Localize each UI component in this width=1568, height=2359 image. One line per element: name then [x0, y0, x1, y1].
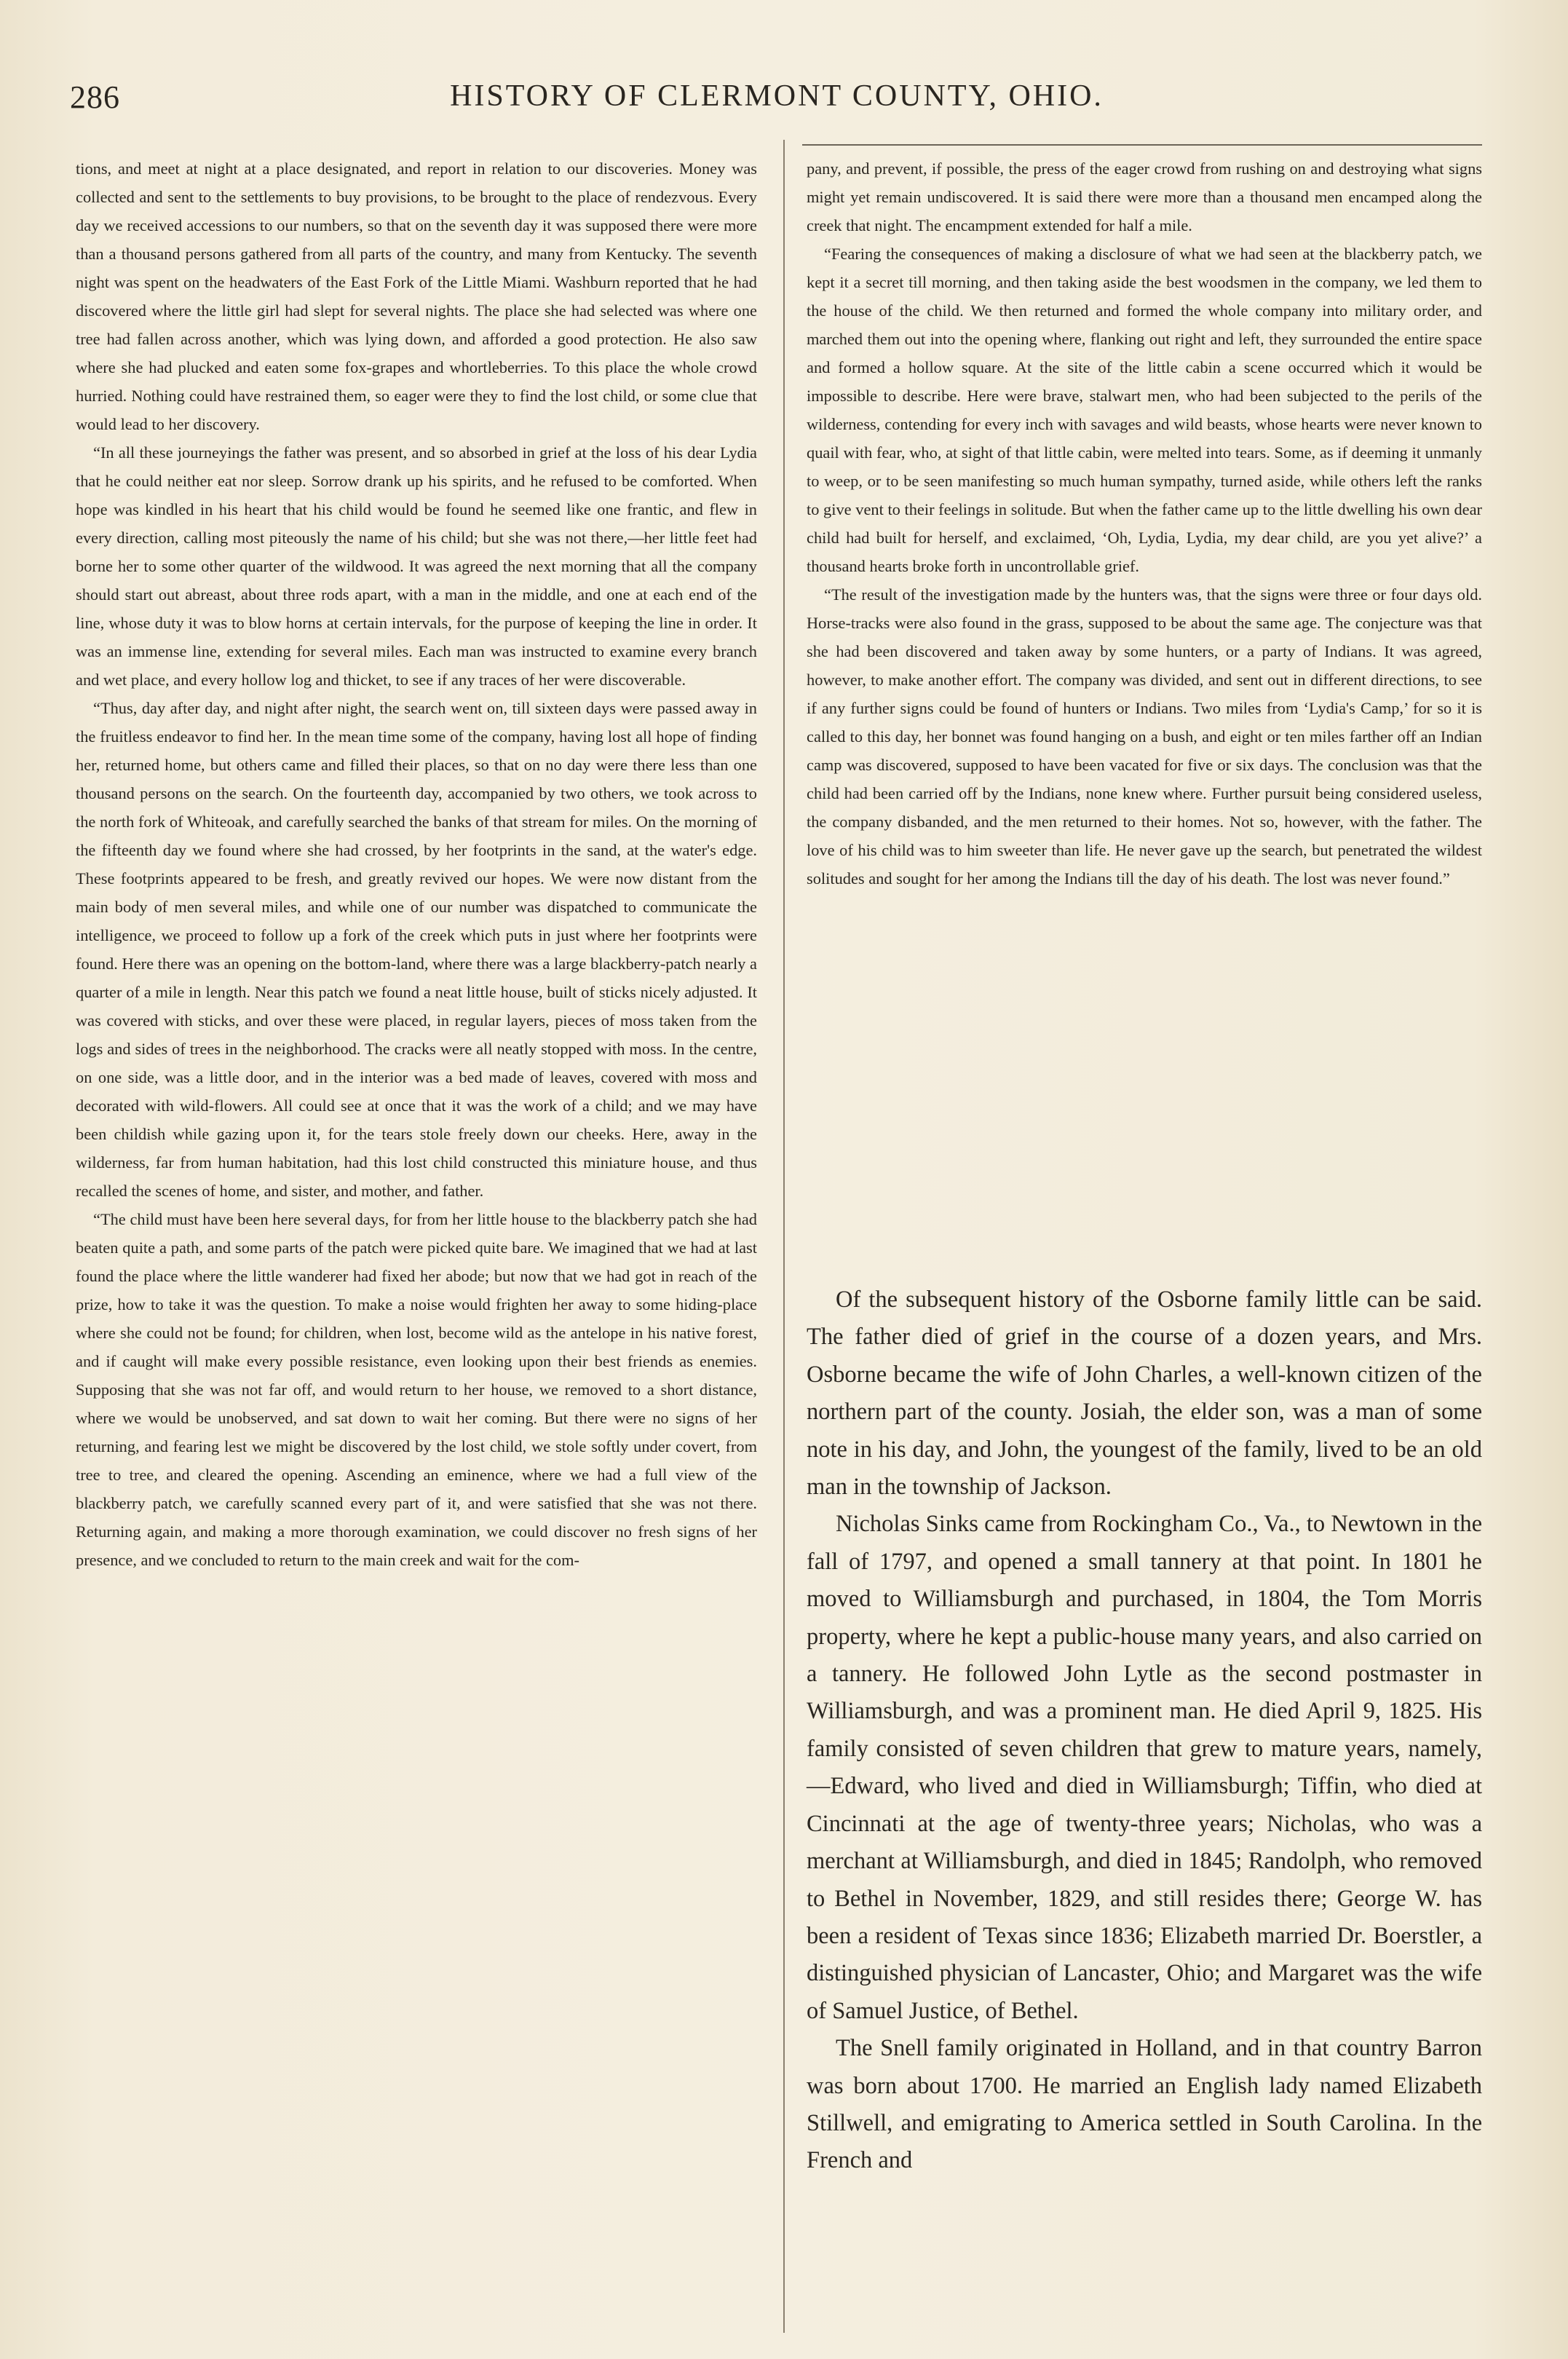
paragraph: The Snell family originated in Holland, and in that country Barron was born about 1700. He married an English lady named Elizabeth Stillwell, and emigrating to America settled in South Carolina. In the French and [807, 2035, 1482, 2174]
paragraph: “Thus, day after day, and night after night, the search went on, till sixteen days were passed away in the fruitless endeavor to find her. In the mean time some of the company, having lost all hope of finding her, returned home, but others came and filled their places, so that on no day were there less than one thousand persons on the search. On the fourteenth day, accompanied by two others, we took across to the north fork of Whiteoak, and carefully searched the banks of that stream for miles. On the morning of the fifteenth day we found where she had crossed, by her footprints in the sand, at the water's edge. These footprints appeared to be fresh, and greatly revived our hopes. We were now distant from the main body of men several miles, and while one of our number was dispatched to communicate the intelligence, we proceed to follow up a fork of the creek which puts in just where her footprints were found. Here there was an opening on the bottom-land, where there was a large blackberry-patch nearly a quarter of a mile in length. Near this patch we found a neat little house, built of sticks nicely adjusted. It was covered with sticks, and over these were placed, in regular layers, pieces of moss taken from the logs and sides of trees in the neighborhood. The cracks were all neatly stopped with moss. In the centre, on one side, was a little door, and in the interior was a bed made of leaves, covered with moss and decorated with wild-flowers. All could see at once that it was the work of a child; and we may have been childish while gazing upon it, for the tears stole freely down our cheeks. Here, away in the wilderness, far from human habitation, had this lost child constructed this miniature house, and thus recalled the scenes of home, and sister, and mother, and father. [76, 699, 757, 1200]
left-column [76, 154, 757, 1574]
paragraph: “The child must have been here several days, for from her little house to the blackberry patch she had beaten quite a path, and some parts of the patch were picked quite bare. We imagined that we had at last found the place where the little wanderer had fixed her abode; but now that we had got in reach of the prize, how to take it was the question. To make a noise would frighten her away to some hiding-place where she could not be found; for children, when lost, become wild as the antelope in his native forest, and if caught will make every possible resistance, even looking upon their best friends as enemies. Supposing that she was not far off, and would return to her house, we removed to a short distance, where we would be unobserved, and sat down to wait her coming. But there were no signs of her returning, and fearing lest we might be discovered by the lost child, we stole softly under covert, from tree to tree, and cleared the opening. Ascending an eminence, where we had a full view of the blackberry patch, we carefully scanned every part of it, and were satisfied that she was not there. Returning again, and making a more thorough examination, we could discover no fresh signs of her presence, and we concluded to return to the main creek and wait for the com- [76, 1210, 757, 1569]
paragraph: “In all these journeyings the father was present, and so absorbed in grief at the loss of his dear Lydia that he could neither eat nor sleep. Sorrow drank up his spirits, and he refused to be comforted. When hope was kindled in his heart that his child would be found he seemed like one frantic, and flew in every direction, calling most piteously the name of his child; but she was not there,—her little feet had borne her to some other quarter of the wildwood. It was agreed the next morning that all the company should start out abreast, about three rods apart, with a man in the middle, and one at each end of the line, whose duty it was to blow horns at certain intervals, for the purpose of keeping the line in order. It was an immense line, extending for several miles. Each man was instructed to examine every branch and wet place, and every hollow log and thicket, to see if any traces of her were discoverable. [76, 443, 757, 689]
paragraph: “Fearing the consequences of making a disclosure of what we had seen at the blackberry patch, we kept it a secret till morning, and then taking aside the best woodsmen in the company, we led them to the house of the child. We then returned and formed the whole company into military order, and marched them out into the opening where, flanking out right and left, they surrounded the entire space and formed a hollow square. At the site of the little cabin a scene occurred which it would be impossible to describe. Here were brave, stalwart men, who had been subjected to the perils of the wilderness, contending for every inch with savages and wild beasts, whose hearts were never known to quail with fear, who, at sight of that little cabin, were melted into tears. Some, as if deeming it unmanly to weep, or to be seen manifesting so much human sympathy, turned aside, while others left the ranks to give vent to their feelings in solitude. But when the father came up to the little dwelling his own dear child had built for herself, and exclaimed, ‘Oh, Lydia, Lydia, my dear child, are you yet alive?’ a thousand hearts broke forth in uncontrollable grief. [807, 245, 1482, 575]
paragraph: tions, and meet at night at a place designated, and report in relation to our discoveries. Money was collected and sent to the settlements to buy provisions, to be brought to the place of rendezvous. Every day we received accessions to our numbers, so that on the seventh day it was supposed there were more than a thousand persons gathered from all parts of the country, and many from Kentucky. The seventh night was spent on the headwaters of the East Fork of the Little Miami. Washburn reported that he had discovered where the little girl had slept for several nights. The place she had selected was where one tree had fallen across another, which was lying down, and afforded a good protection. He also saw where she had plucked and eaten some fox-grapes and whortleberries. To this place the whole crowd hurried. Nothing could have restrained them, so eager were they to find the lost child, or some clue that would lead to her discovery. [76, 159, 757, 433]
right-column-quote [807, 154, 1482, 893]
running-title: HISTORY OF CLERMONT COUNTY, OHIO. [450, 79, 1104, 113]
right-column-body [807, 1281, 1482, 2180]
page-header [51, 79, 1502, 122]
paragraph: “The result of the investigation made by the hunters was, that the signs were three or four days old. Horse-tracks were also found in the grass, supposed to be about the same age. The conjecture was that she had been discovered and taken away by some hunters, or a party of Indians. It was agreed, however, to make another effort. The company was divided, and sent out in different directions, to see if any further signs could be found of hunters or Indians. Two miles from ‘Lydia's Camp,’ for so it is called to this day, her bonnet was found hanging on a bush, and eight or ten miles farther off an Indian camp was discovered, supposed to have been vacated for five or six days. The conclusion was that the child had been carried off by the Indians, none knew where. Further pursuit being considered useless, the company disbanded, and the men returned to their homes. Not so, however, with the father. The love of his child was to him sweeter than life. He never gave up the search, but penetrated the wildest solitudes and sought for her among the Indians till the day of his death. The lost was never found.” [807, 585, 1482, 888]
paragraph: Of the subsequent history of the Osborne family little can be said. The father died of grief in the course of a dozen years, and Mrs. Osborne became the wife of John Charles, a well-known citizen of the northern part of the county. Josiah, the elder son, was a man of some note in his day, and John, the youngest of the family, lived to be an old man in the township of Jackson. [807, 1287, 1482, 1501]
column-divider [783, 140, 785, 2333]
page-number: 286 [70, 79, 120, 115]
paragraph: pany, and prevent, if possible, the press of the eager crowd from rushing on and destroying what signs might yet remain undiscovered. It is said there were more than a thousand men encamped along the creek that night. The encampment extended for half a mile. [807, 159, 1482, 234]
header-rule [802, 144, 1482, 146]
paragraph: Nicholas Sinks came from Rockingham Co., Va., to Newtown in the fall of 1797, and opened a small tannery at that point. In 1801 he moved to Williamsburgh and purchased, in 1804, the Tom Morris property, where he kept a public-house many years, and also carried on a tannery. He followed John Lytle as the second postmaster in Williamsburgh, and was a prominent man. He died April 9, 1825. His family consisted of seven children that grew to mature years, namely,—Edward, who lived and died in Williamsburgh; Tiffin, who died at Cincinnati at the age of twenty-three years; Nicholas, who was a merchant at Williamsburgh, and died in 1845; Randolph, who removed to Bethel in November, 1829, and still resides there; George W. has been a resident of Texas since 1836; Elizabeth married Dr. Boerstler, a distinguished physician of Lancaster, Ohio; and Margaret was the wife of Samuel Justice, of Bethel. [807, 1511, 1482, 2024]
